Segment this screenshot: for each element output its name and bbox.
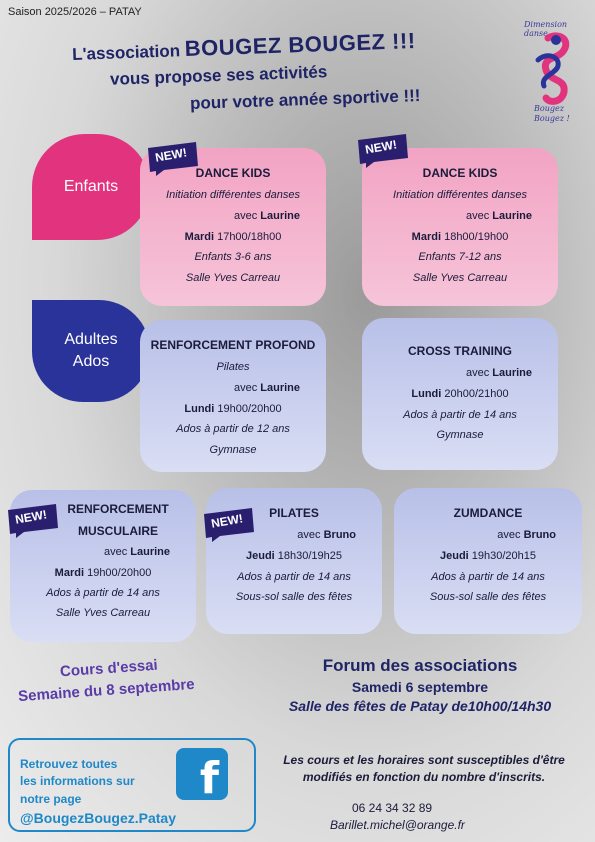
activity-card-renforcement-profond: RENFORCEMENT PROFOND Pilates avec Laurine Lundi 19h00/20h00 Ados à partir de 12 ans Gymnase <box>140 320 326 472</box>
association-logo: Dimension danse Bougez Bougez ! <box>520 20 586 128</box>
contact-email[interactable]: Barillet.michel@orange.fr <box>330 818 465 832</box>
facebook-handle-link[interactable]: @BougezBougez.Patay <box>20 810 177 827</box>
activity-card-dance-kids-2: DANCE KIDS Initiation différentes danses avec Laurine Mardi 18h00/19h00 Enfants 7-12 ans Salle Yves Carreau <box>362 148 558 306</box>
activity-title: RENFORCEMENT <box>67 502 169 516</box>
activity-title: PILATES <box>269 506 319 520</box>
forum-block: Forum des associations Samedi 6 septembre Salle des fêtes de Patay de10h00/14h30 <box>288 656 552 714</box>
activity-card-cross-training: CROSS TRAINING avec Laurine Lundi 20h00/21h00 Ados à partir de 14 ans Gymnase <box>362 318 558 470</box>
activity-title: RENFORCEMENT PROFOND <box>150 338 316 352</box>
season-label: Saison 2025/2026 – PATAY <box>8 6 142 18</box>
new-badge: NEW! <box>356 134 412 168</box>
activity-card-renforcement-musculaire: RENFORCEMENT MUSCULAIRE avec Laurine Mardi 19h00/20h00 Ados à partir de 14 ans Salle Yves Carreau <box>10 490 196 642</box>
schedule-notice: Les cours et les horaires sont susceptibles d'être modifiés en fonction du nombre d'inscrits. <box>283 753 565 785</box>
activity-title: ZUMDANCE <box>453 506 523 520</box>
new-badge: NEW! <box>6 504 62 538</box>
trial-title: Cours d'essai <box>59 656 159 681</box>
trial-date: Semaine du 8 septembre <box>17 675 196 706</box>
dancer-icon <box>520 30 586 110</box>
activity-title: DANCE KIDS <box>195 166 271 180</box>
new-badge: NEW! <box>202 508 258 542</box>
activity-card-dance-kids-1: DANCE KIDS Initiation différentes danses avec Laurine Mardi 17h00/18h00 Enfants 3-6 ans Salle Yves Carreau <box>140 148 326 306</box>
facebook-text: Retrouvez toutes les informations sur notre page @BougezBougez.Patay <box>20 756 176 828</box>
activity-card-zumdance: ZUMDANCE avec Bruno Jeudi 19h30/20h15 Ados à partir de 14 ans Sous-sol salle des fêtes <box>394 488 582 634</box>
header-line-1: L'association BOUGEZ BOUGEZ !!! <box>71 28 416 64</box>
category-adults: Adultes Ados <box>32 300 150 402</box>
activity-title: DANCE KIDS <box>422 166 498 180</box>
activity-card-pilates: PILATES avec Bruno Jeudi 18h30/19h25 Ados à partir de 14 ans Sous-sol salle des fêtes <box>206 488 382 634</box>
header-line-2: vous propose ses activités <box>109 62 328 89</box>
new-badge: NEW! <box>146 142 202 176</box>
contact-phone: 06 24 34 32 89 <box>352 801 433 815</box>
header-line-3: pour votre année sportive !!! <box>189 85 421 114</box>
facebook-icon[interactable]: f <box>176 748 228 800</box>
activity-title: CROSS TRAINING <box>407 344 512 358</box>
category-kids: Enfants <box>32 134 150 240</box>
